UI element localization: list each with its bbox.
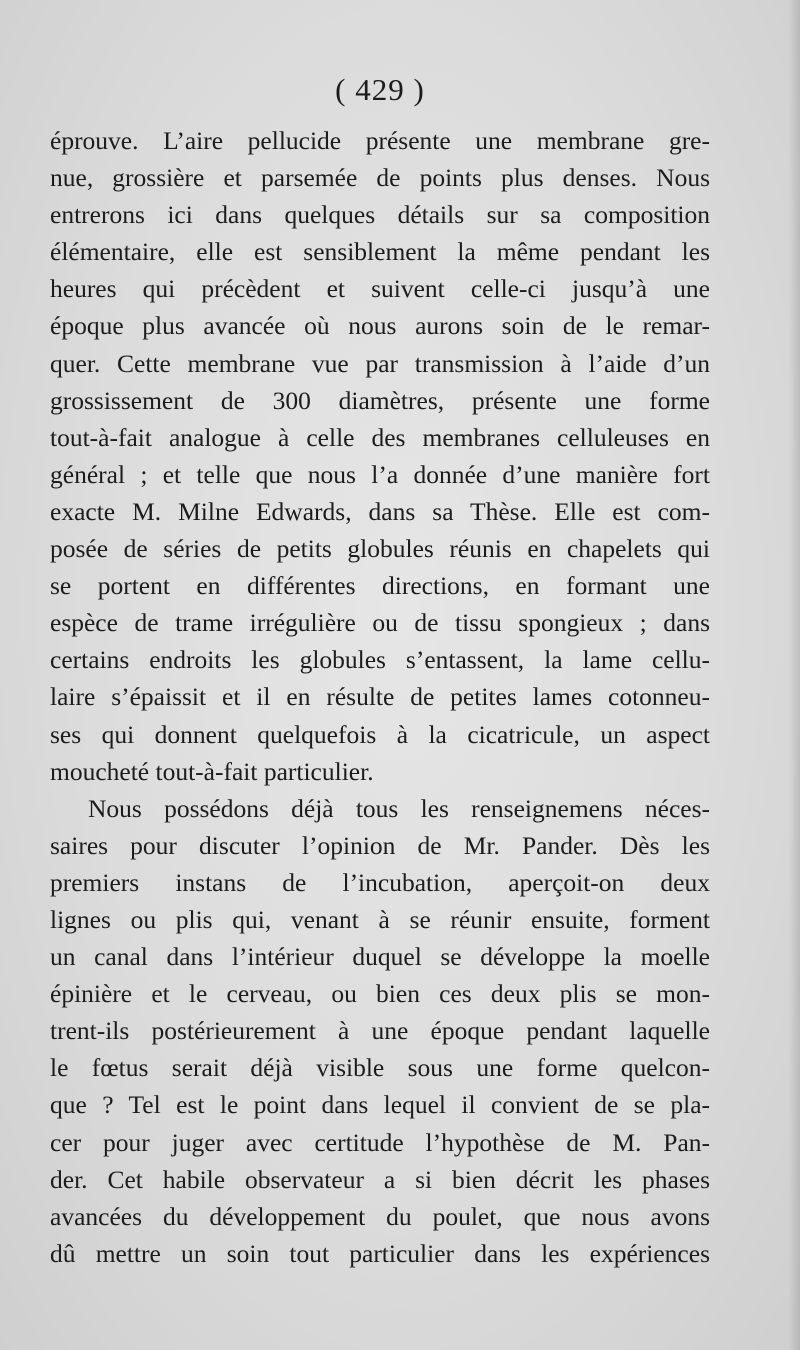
text-line: avancées du développement du poulet, que nous avons [50,1201,710,1231]
text-line: éprouve. L’aire pellucide présente une membrane gre- [50,126,710,155]
text-line: tout-à-fait analogue à celle des membranes celluleuses en [50,422,710,452]
text-line: un canal dans l’intérieur duquel se développe la moelle [50,942,710,972]
text-line: se portent en différentes directions, en formant une [50,571,710,601]
text-line: certains endroits les globules s’entassent, la lame cellu- [50,645,710,675]
text-line: laire s’épaissit et il en résulte de petites lames cotonneu- [50,682,710,712]
text-line: premiers instans de l’incubation, aperçoit-on deux [50,867,710,897]
text-line: grossissement de 300 diamètres, présente une forme [50,385,710,415]
text-line: élémentaire, elle est sensiblement la même pendant les [50,237,710,267]
text-line: exacte M. Milne Edwards, dans sa Thèse. Elle est com- [50,496,710,526]
text-line: heures qui précèdent et suivent celle-ci jusqu’à une [50,274,710,304]
text-line: der. Cet habile observateur a si bien décrit les phases [50,1164,710,1194]
text-line: trent-ils postérieurement à une époque pendant laquelle [50,1016,710,1046]
text-line: nue, grossière et parsemée de points plus denses. Nous [50,163,710,193]
body-text [50,122,710,1272]
text-line: ses qui donnent quelquefois à la cicatricule, un aspect [50,719,710,749]
text-line: général ; et telle que nous l’a donnée d’une manière fort [50,459,710,489]
text-line: que ? Tel est le point dans lequel il convient de se pla- [50,1090,710,1120]
text-line: saires pour discuter l’opinion de Mr. Pander. Dès les [50,830,710,860]
text-line: cer pour juger avec certitude l’hypothèse de M. Pan- [50,1127,710,1157]
text-line: le fœtus serait déjà visible sous une forme quelcon- [50,1053,710,1083]
text-line: entrerons ici dans quelques détails sur sa composition [50,200,710,230]
text-line: époque plus avancée où nous aurons soin de le remar- [50,311,710,341]
text-line: espèce de trame irrégulière ou de tissu spongieux ; dans [50,608,710,638]
text-line: posée de séries de petits globules réunis en chapelets qui [50,534,710,564]
text-line: lignes ou plis qui, venant à se réunir ensuite, forment [50,904,710,934]
paragraph-start-line: Nous possédons déjà tous les renseignemens néces- [88,793,710,823]
text-line: quer. Cette membrane vue par transmission à l’aide d’un [50,348,710,378]
text-line: dû mettre un soin tout particulier dans les expériences [50,1238,710,1268]
page-edge-shadow [788,0,800,1350]
paragraph-end-line: moucheté tout-à-fait particulier. [50,756,374,786]
text-line: épinière et le cerveau, ou bien ces deux plis se mon- [50,979,710,1009]
page-number: ( 429 ) [335,72,425,107]
